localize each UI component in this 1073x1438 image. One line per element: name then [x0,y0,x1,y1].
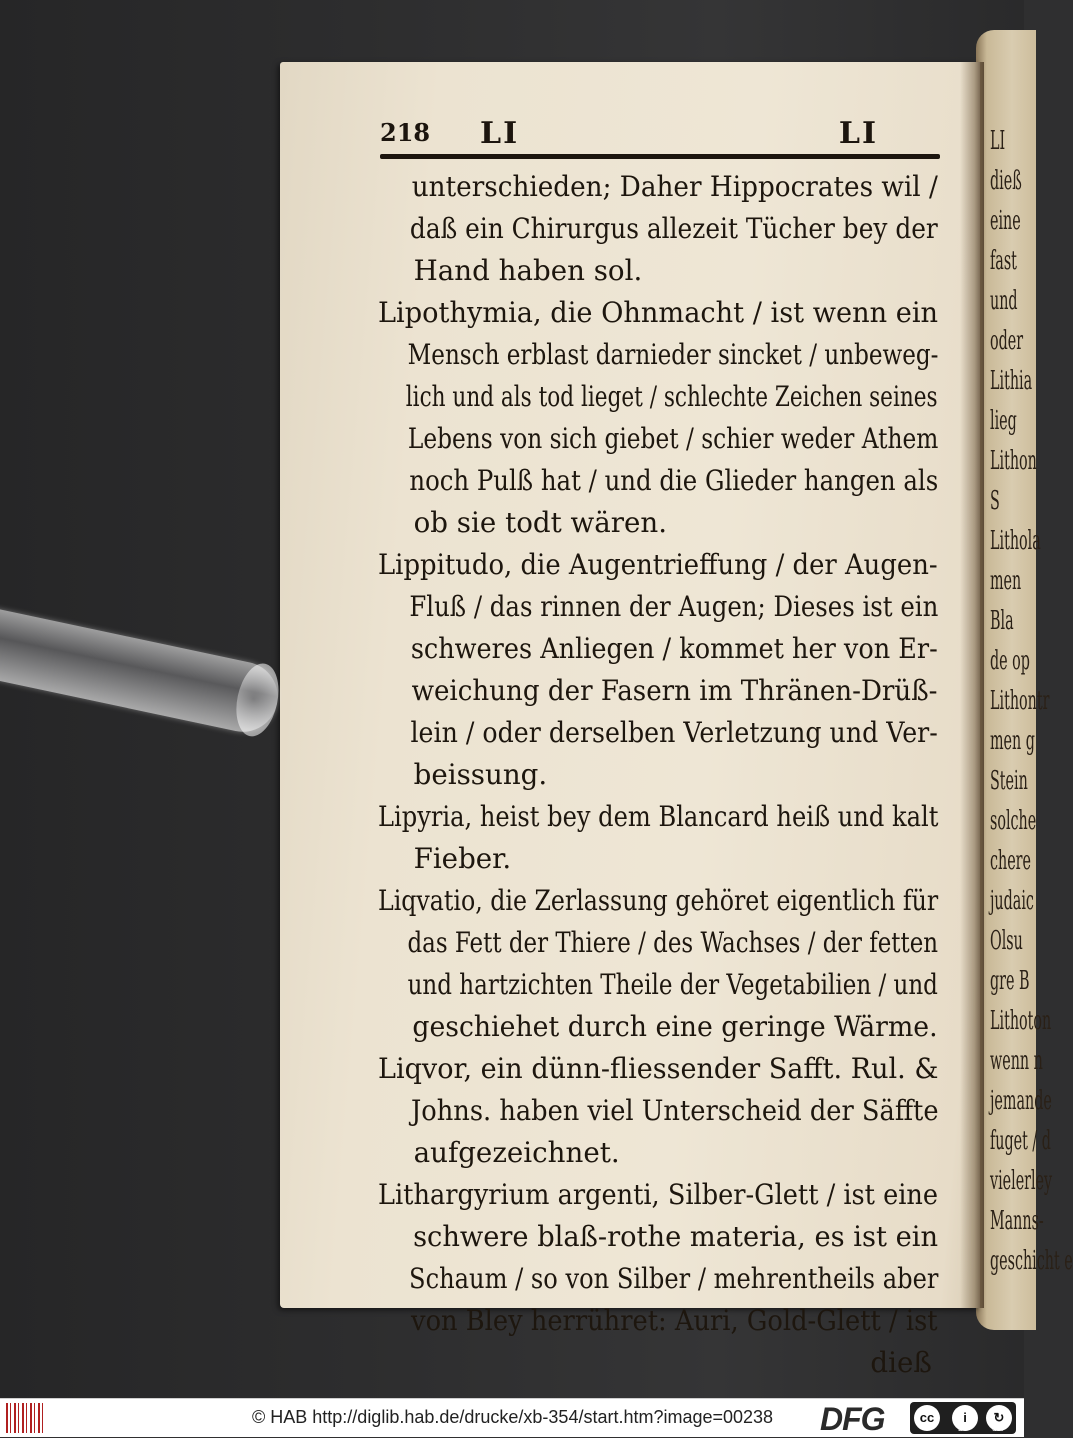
next-page-fragment: men [990,566,1022,596]
next-page-fragment: solche [990,806,1037,836]
text-line: lein / oder derselben Verletzung und Ver- [410,716,938,749]
image-credit-link[interactable]: © HAB http://diglib.hab.de/drucke/xb-354/start.htm?image=00238 [252,1407,774,1427]
next-page-fragment: Lithon [990,446,1037,476]
text-line: ob sie todt wären. [413,506,668,539]
text-line: und hartzichten Theile der Vegetabilien / und [407,968,938,1001]
text-line: aufgezeichnet. [413,1136,620,1169]
text-line: Lithargyrium argenti, Silber-Glett / ist eine [378,1178,939,1211]
text-line: lich und als tod lieget / schlechte Zeichen seines [405,380,938,413]
running-head-right: LI [838,116,878,151]
page-number: 218 [380,118,431,147]
cc-icon: cc [914,1405,940,1431]
next-page-fragment: oder [990,326,1024,356]
text-line: schwere blaß-rothe materia, es ist ein [413,1220,939,1253]
text-line: Lippitudo, die Augentrieffung / der Augen- [378,548,938,581]
next-page-fragment: Lithoton [990,1006,1052,1036]
next-page-fragment: Olsu [990,926,1023,956]
text-line: Hand haben sol. [413,254,643,287]
text-line: Schaum / so von Silber / mehrentheils aber [409,1262,939,1295]
next-page-fragment: fast [990,246,1017,276]
next-page-fragment: Lithontr [990,686,1050,716]
text-line: weichung der Fasern im Thränen-Drüß- [411,674,938,707]
next-page-fragment: eine [990,206,1021,236]
cc-license-badge[interactable] [910,1402,1016,1434]
catchword: dieß [870,1346,932,1379]
next-page-fragment: S [990,486,1000,516]
viewer-footer [0,1398,1024,1437]
next-page-fragment: gre B [990,966,1030,996]
text-line: Fluß / das rinnen der Augen; Dieses ist ein [409,590,939,623]
next-page-fragment: judaic [990,886,1034,916]
next-page-fragment: jemande [990,1086,1052,1116]
attribution-icon: i [952,1405,978,1431]
text-line: von Bley herrühret: Auri, Gold-Glett / ist [411,1304,938,1337]
text-line: Liqvatio, die Zerlassung gehöret eigentlich für [378,884,939,917]
next-page-fragment: lieg [990,406,1017,436]
next-page-fragment: vielerley [990,1166,1053,1196]
running-header [380,118,940,158]
next-page-fragment: Lithola [990,526,1041,556]
next-page-fragment: und [990,286,1018,316]
next-page-fragment: wenn n [990,1046,1043,1076]
text-line: Lebens von sich giebet / schier weder Athem [407,422,939,455]
barcode-logo-icon [6,1403,46,1433]
by-label: BY [958,1424,969,1433]
text-line: unterschieden; Daher Hippocrates wil / [411,170,938,203]
next-page-fragment: Stein [990,766,1028,796]
dictionary-text [378,166,944,1384]
text-line: schweres Anliegen / kommet her von Er- [410,632,938,665]
next-page-fragment: men g [990,726,1035,756]
text-line: das Fett der Thiere / des Wachses / der fetten [407,926,939,959]
next-page-fragment: Bla [990,606,1014,636]
text-line: noch Pulß hat / und die Glieder hangen als [409,464,939,497]
sa-label: SA [992,1424,1003,1433]
next-page-fragment: chere [990,846,1031,876]
text-line: Liqvor, ein dünn-fliessender Safft. Rul. & [378,1052,939,1085]
text-line: Johns. haben viel Unterscheid der Säffte [411,1094,939,1127]
next-page-fragment: fuget / d [990,1126,1051,1156]
dfg-logo: DFG [820,1401,885,1437]
text-line: Lipothymia, die Ohnmacht / ist wenn ein [378,296,939,329]
page-gutter-shadow [960,62,984,1308]
text-line: Mensch erblast darnieder sincket / unbeweg- [407,338,939,371]
text-line: Lipyria, heist bey dem Blancard heiß und kalt [378,800,939,833]
next-page-fragment: Manns- [990,1206,1044,1236]
text-line: beissung. [413,758,548,791]
text-line: daß ein Chirurgus allezeit Tücher bey der [409,212,938,245]
share-alike-icon: ↻ [986,1405,1012,1431]
header-rule [380,154,940,159]
next-page-fragment: de op [990,646,1030,676]
next-page-fragment: LI [990,126,1006,156]
running-head-left: LI [480,116,520,151]
text-line: Fieber. [413,842,512,875]
next-page-fragment: Lithia [990,366,1033,396]
next-page-edge [976,30,1073,1330]
text-line: geschiehet durch eine geringe Wärme. [412,1010,938,1043]
next-page-fragment: geschicht e [990,1246,1073,1276]
next-page-fragment: dieß [990,166,1022,196]
